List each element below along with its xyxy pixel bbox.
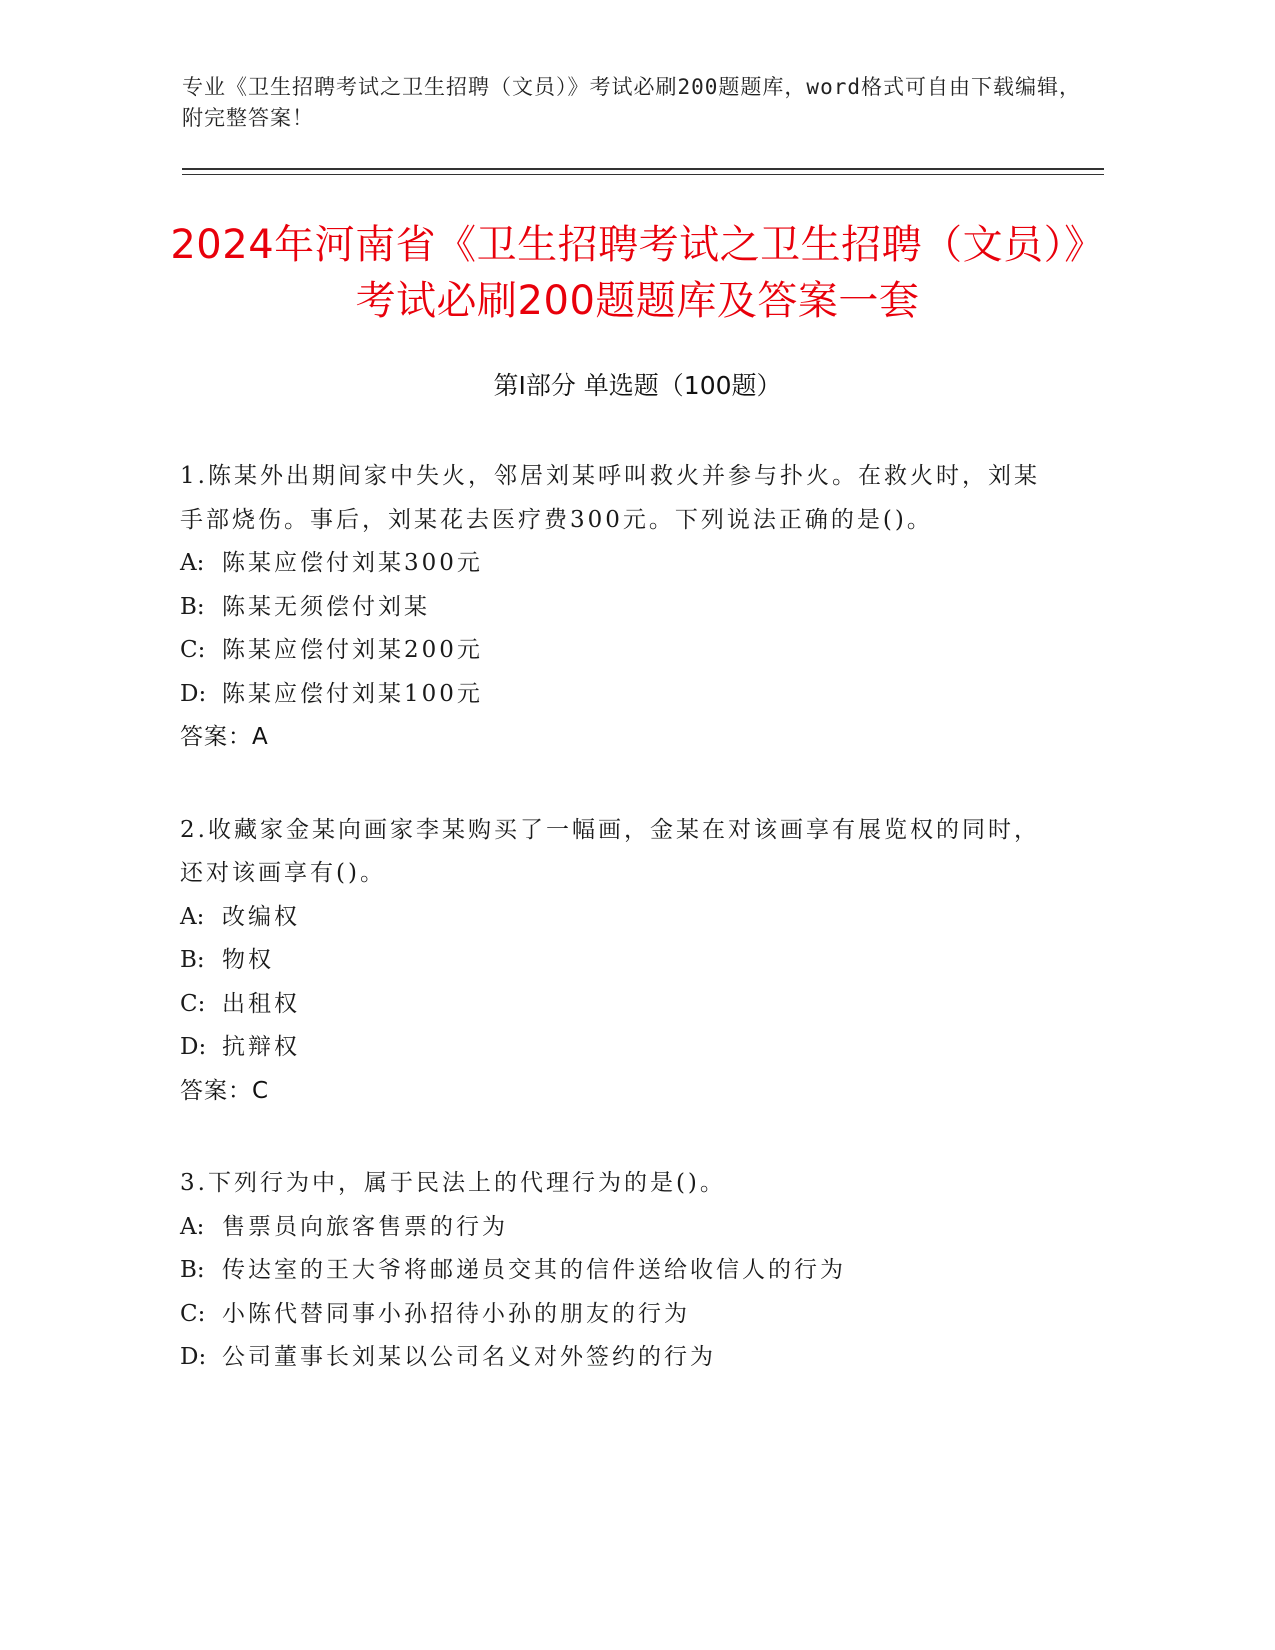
option-b: [180, 939, 1040, 983]
option-letter: D:: [180, 1344, 207, 1370]
header-note: 专业《卫生招聘考试之卫生招聘（文员）》考试必刷200题题库，word格式可自由下载编辑，附完整答案！: [182, 75, 1081, 130]
option-text: 陈某无须偿付刘某: [222, 593, 430, 620]
document-title: 2024年河南省《卫生招聘考试之卫生招聘（文员）》考试必刷200题题库及答案一套: [170, 221, 1105, 324]
option-letter: A:: [180, 903, 205, 930]
option-letter: B:: [180, 593, 205, 620]
option-c: [180, 983, 1040, 1027]
option-a: [180, 1206, 1040, 1250]
option-text: 传达室的王大爷将邮递员交其的信件送给收信人的行为: [222, 1257, 846, 1283]
option-c: [180, 1293, 1040, 1337]
option-letter: C:: [180, 637, 206, 663]
option-text: 小陈代替同事小孙招待小孙的朋友的行为: [222, 1300, 690, 1327]
option-b: [180, 1249, 1040, 1293]
answer-line: 答案：A: [180, 724, 269, 750]
question-list: [180, 455, 1040, 1429]
answer-line: 答案：C: [180, 1077, 270, 1104]
option-text: 售票员向旅客售票的行为: [222, 1213, 508, 1240]
option-c: [180, 629, 1040, 673]
option-text: 物权: [222, 947, 274, 973]
option-text: 出租权: [222, 990, 300, 1017]
option-a: [180, 542, 1040, 586]
section-title: 第Ⅰ部分 单选题（100题）: [493, 371, 782, 400]
option-text: 改编权: [222, 903, 300, 930]
option-letter: C:: [180, 1300, 206, 1327]
option-letter: B:: [180, 947, 205, 973]
option-letter: B:: [180, 1257, 205, 1283]
option-d: [180, 1026, 1040, 1070]
header-rule-thin: [182, 174, 1104, 175]
question-1: [180, 455, 1040, 760]
option-d: [180, 1336, 1040, 1380]
option-d: [180, 673, 1040, 717]
option-letter: A:: [180, 550, 205, 576]
option-text: 抗辩权: [222, 1034, 300, 1060]
question-text: 3.下列行为中，属于民法上的代理行为的是()。: [180, 1170, 726, 1196]
option-a: [180, 896, 1040, 940]
option-letter: D:: [180, 1034, 207, 1060]
option-b: [180, 586, 1040, 630]
option-text: 陈某应偿付刘某100元: [222, 680, 483, 707]
question-text: 1.陈某外出期间家中失火，邻居刘某呼叫救火并参与扑火。在救火时，刘某手部烧伤。事后，刘某花去医疗费300元。下列说法正确的是()。: [180, 463, 1040, 533]
option-text: 公司董事长刘某以公司名义对外签约的行为: [222, 1344, 716, 1370]
header-rule-thick: [182, 168, 1104, 170]
question-text: 2.收藏家金某向画家李某购买了一幅画，金某在对该画享有展览权的同时，还对该画享有()。: [180, 816, 1040, 886]
option-text: 陈某应偿付刘某300元: [222, 550, 483, 576]
option-text: 陈某应偿付刘某200元: [222, 637, 483, 663]
option-letter: A:: [180, 1213, 205, 1240]
question-2: [180, 809, 1040, 1114]
option-letter: D:: [180, 680, 207, 707]
question-3: [180, 1162, 1040, 1380]
option-letter: C:: [180, 990, 206, 1017]
